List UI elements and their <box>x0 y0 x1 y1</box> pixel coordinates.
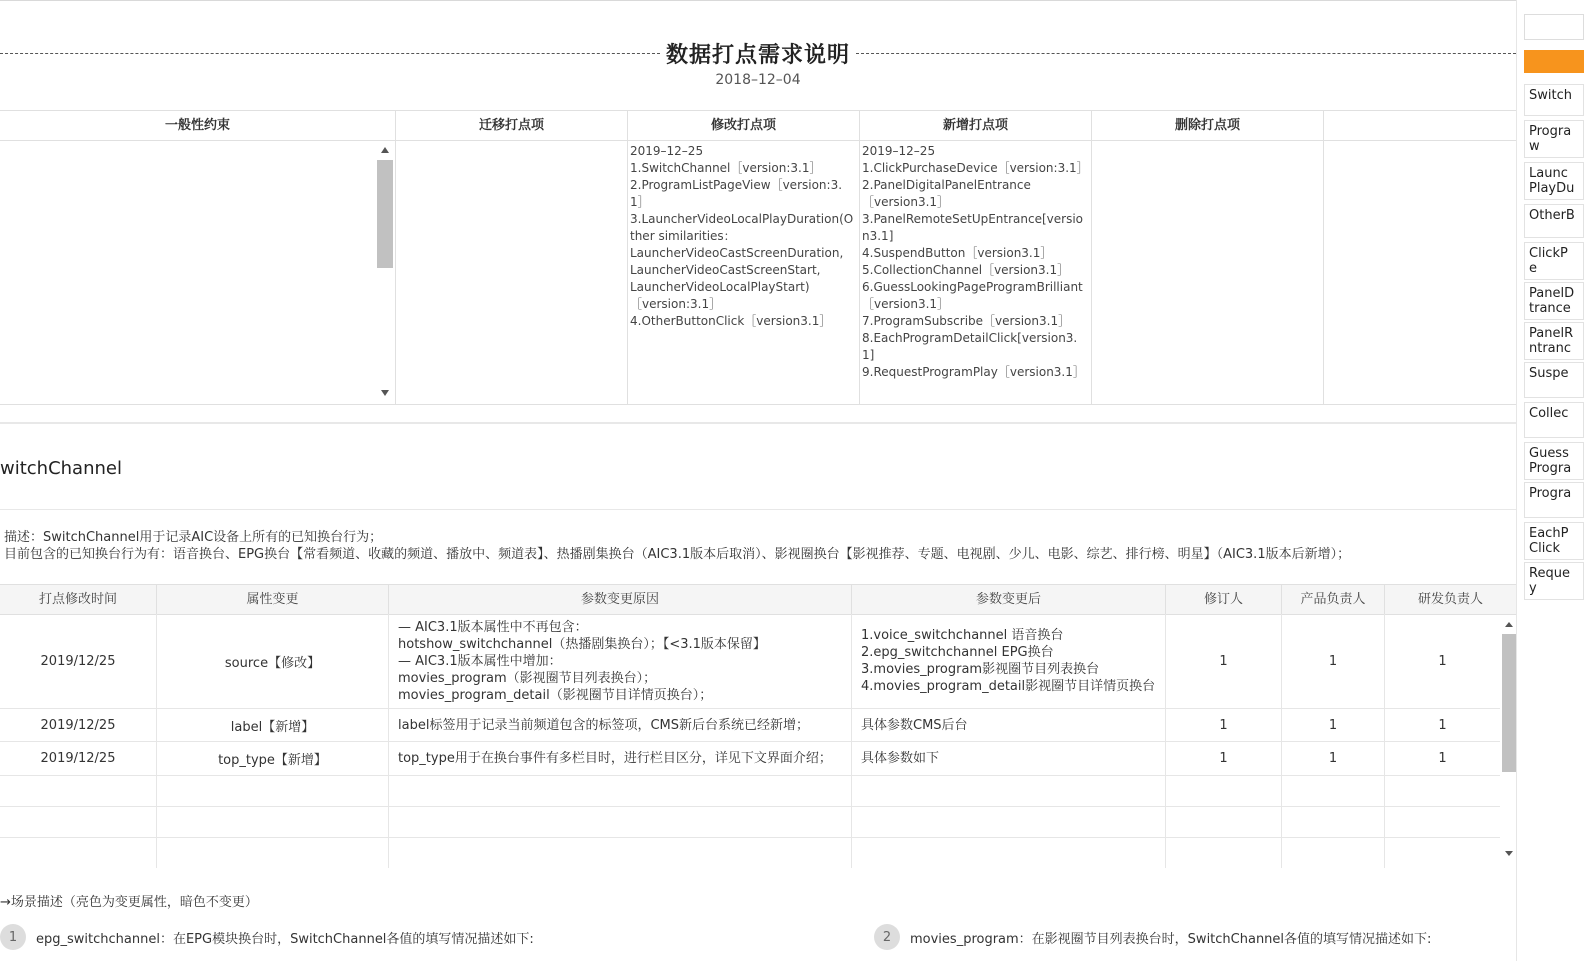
sidebar-item[interactable]: OtherB <box>1524 204 1584 238</box>
cell-attr: label【新增】 <box>157 709 389 741</box>
cell-reviser: 1 <box>1166 614 1282 708</box>
scene-item-text: movies_program：在影视圈节目列表换台时，SwitchChannel各值的填写情况描述如下: <box>910 931 1432 947</box>
col-header-pm: 产品负责人 <box>1282 585 1385 614</box>
cell-reviser: 1 <box>1166 709 1282 741</box>
sidebar-item[interactable]: PanelR ntranc <box>1524 322 1584 360</box>
col-header-after: 参数变更后 <box>852 585 1166 614</box>
sidebar-item[interactable]: Guess Progra <box>1524 442 1584 480</box>
cell-after: 具体参数CMS后台 <box>852 709 1166 741</box>
modified-items-cell <box>628 140 860 404</box>
cell-time: 2019/12/25 <box>0 614 157 708</box>
cell-dev: 1 <box>1438 751 1447 766</box>
modified-items-text: 2019–12–25 1.SwitchChannel［version:3.1］ 2.ProgramListPageView［version:3.1］ 3.LauncherVideoLocalPlayDuration(Other similarities： LauncherVideoCastScreenDuration, LauncherVideoCastScreenStart, LauncherVideoLocalPlayStart) ［version:3.1］ 4.OtherButtonClick［version3.1］ <box>630 144 854 328</box>
top-divider <box>0 0 1516 1</box>
cell-reason: — AIC3.1版本属性中不再包含： hotshow_switchchannel（热播剧集换台）；【<3.1版本保留】 — AIC3.1版本属性中增加： movies_program（影视圈节目列表换台）； movies_program_detail（影视圈节目详情页换台）； <box>389 614 852 708</box>
cell-attr: source【修改】 <box>157 614 389 708</box>
title-row <box>0 30 1516 76</box>
sidebar-item[interactable]: Suspe <box>1524 362 1584 398</box>
col-header-attr: 属性变更 <box>157 585 389 614</box>
col-header-reason: 参数变更原因 <box>389 585 852 614</box>
sidebar-item[interactable]: Progra <box>1524 482 1584 518</box>
sidebar-item[interactable]: PanelD trance <box>1524 282 1584 320</box>
scene-item-2 <box>874 922 1431 952</box>
migrate-items-cell <box>396 140 628 404</box>
table-scrollbar[interactable] <box>1501 614 1516 866</box>
sidebar-item[interactable]: Collec <box>1524 402 1584 438</box>
cell-attr: top_type【新增】 <box>157 742 389 775</box>
scroll-up-arrow-icon[interactable] <box>1505 622 1513 627</box>
title-dash-right <box>856 53 1516 54</box>
cell-after: 1.voice_switchchannel 语音换台 2.epg_switchchannel EPG换台 3.movies_program影视圈节目列表换台 4.movies_program_detail影视圈节目详情页换台 <box>852 614 1166 708</box>
scene-heading: →场景描述（亮色为变更属性，暗色不变更） <box>0 895 258 910</box>
cell-time: 2019/12/25 <box>0 742 157 775</box>
cell-reason: top_type用于在换台事件有多栏目时，进行栏目区分，详见下文界面介绍； <box>389 742 852 775</box>
table-row[interactable] <box>0 742 1500 776</box>
scene-number-badge: 1 <box>0 924 26 950</box>
table-row[interactable] <box>0 709 1500 742</box>
page-title: 数据打点需求说明 <box>666 42 851 68</box>
change-table-header <box>0 584 1516 615</box>
deleted-items-cell <box>1092 140 1324 404</box>
category-header-modified: 修改打点项 <box>628 111 860 140</box>
general-scrollbar[interactable] <box>376 142 394 402</box>
extra-cell <box>1324 140 1516 404</box>
sidebar-item[interactable]: Reque y <box>1524 562 1584 600</box>
table-row[interactable] <box>0 614 1500 709</box>
general-constraints-cell[interactable] <box>0 140 396 404</box>
change-table-body <box>0 614 1500 866</box>
cell-pm: 1 <box>1282 614 1385 708</box>
scene-item-text: epg_switchchannel：在EPG模块换台时，SwitchChannel各值的填写情况描述如下: <box>36 931 534 947</box>
col-header-dev: 研发负责人 <box>1417 592 1483 607</box>
category-header-general: 一般性约束 <box>0 111 396 140</box>
event-description <box>4 529 1350 563</box>
sidebar-item[interactable]: EachP Click <box>1524 522 1584 560</box>
sidebar-item[interactable]: Launc PlayDu <box>1524 162 1584 200</box>
scroll-up-arrow-icon[interactable] <box>381 147 389 153</box>
category-header-added: 新增打点项 <box>860 111 1092 140</box>
sidebar-item[interactable]: Progra w <box>1524 120 1584 158</box>
cell-reviser: 1 <box>1166 742 1282 775</box>
section-divider <box>0 422 1516 424</box>
scene-item-1 <box>0 922 534 952</box>
cell-dev: 1 <box>1438 717 1447 733</box>
sidebar-item[interactable]: ClickP e <box>1524 242 1584 280</box>
added-items-text: 2019–12–25 1.ClickPurchaseDevice［version:3.1］ 2.PanelDigitalPanelEntrance ［version3.1］ 3.PanelRemoteSetUpEntrance[version3.1] 4.SuspendButton［version3.1］ 5.CollectionChannel［version3.1］ 6.GuessLookingPageProgramBrilliant ［version3.1］ 7.ProgramSubscribe［version3.1］ 8.EachProgramDetailClick[version3.1] 9.RequestProgramPlay［version3.1］ <box>862 144 1089 379</box>
sidebar-search-input[interactable] <box>1524 14 1584 40</box>
cell-pm: 1 <box>1282 709 1385 741</box>
sidebar-item[interactable]: Switch <box>1524 84 1584 116</box>
scrollbar-thumb[interactable] <box>1502 634 1516 772</box>
category-header-extra <box>1324 111 1516 140</box>
table-row-empty[interactable] <box>0 807 1500 838</box>
scroll-down-arrow-icon[interactable] <box>1505 851 1513 856</box>
scroll-down-arrow-icon[interactable] <box>381 390 389 396</box>
category-body <box>0 140 1516 405</box>
event-title: witchChannel <box>0 458 122 479</box>
added-items-cell <box>860 140 1092 404</box>
table-row-empty[interactable] <box>0 776 1500 807</box>
cell-reason: label标签用于记录当前频道包含的标签项，CMS新后台系统已经新增； <box>389 709 852 741</box>
cell-dev: 1 <box>1438 653 1447 669</box>
category-header-deleted: 删除打点项 <box>1092 111 1324 140</box>
page-date: 2018–12–04 <box>715 72 801 88</box>
title-dash-left <box>0 53 660 54</box>
scene-number-badge: 2 <box>874 924 900 950</box>
category-header-migrate: 迁移打点项 <box>396 111 628 140</box>
table-row-empty[interactable] <box>0 838 1500 868</box>
right-sidebar <box>1516 0 1575 961</box>
cell-pm: 1 <box>1282 742 1385 775</box>
scrollbar-thumb[interactable] <box>377 160 393 268</box>
sidebar-accent-button[interactable] <box>1524 50 1584 73</box>
col-header-time: 打点修改时间 <box>0 585 157 614</box>
event-description-line1: 描述：SwitchChannel用于记录AIC设备上所有的已知换台行为； <box>4 530 383 545</box>
event-divider <box>0 509 1516 510</box>
cell-after: 具体参数如下 <box>852 742 1166 775</box>
col-header-reviser: 修订人 <box>1166 585 1282 614</box>
cell-time: 2019/12/25 <box>0 709 157 741</box>
event-description-line2: 目前包含的已知换台行为有：语音换台、EPG换台【常看频道、收藏的频道、播放中、频道表】、热播剧集换台（AIC3.1版本后取消）、影视圈换台【影视推荐、专题、电视剧、少儿、电影、综艺、排行榜、明星】（AIC3.1版本后新增）； <box>4 547 1351 562</box>
category-header <box>0 110 1516 141</box>
